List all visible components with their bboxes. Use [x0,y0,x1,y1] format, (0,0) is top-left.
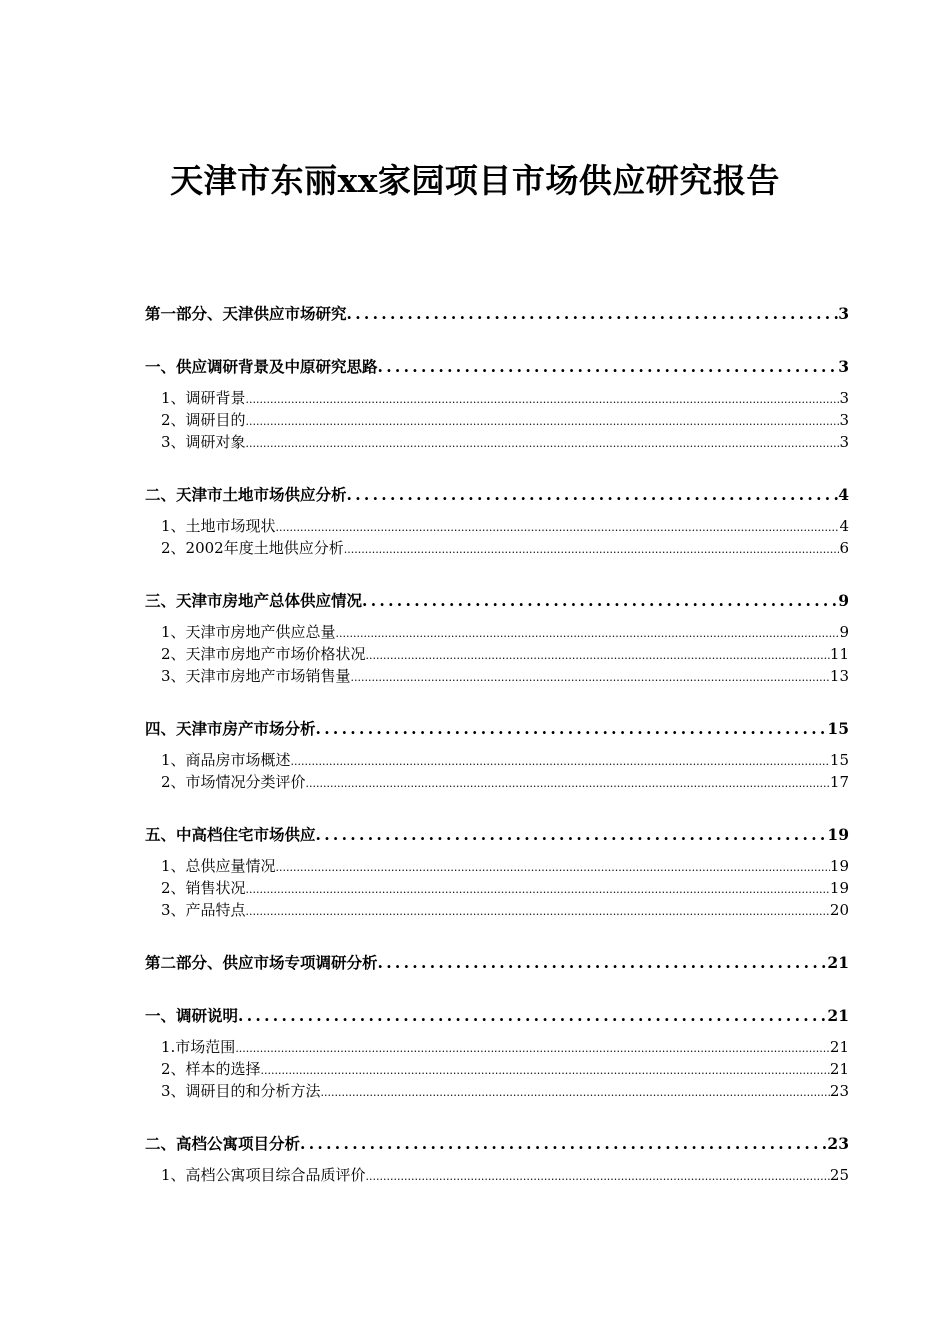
toc-page-number: 23 [829,1082,849,1100]
toc-page-number: 3 [838,304,849,323]
toc-subsection-entry[interactable] [145,1164,849,1186]
toc-leader-dots [316,824,828,846]
toc-page-number: 21 [827,953,849,972]
toc-leader-dots [276,857,830,879]
toc-page-number: 20 [829,901,849,919]
toc-leader-dots [347,303,839,325]
toc-entry-text: 1、土地市场现状 [161,517,276,535]
toc-section-entry[interactable] [145,952,849,974]
toc-entry-text: 三、天津市房地产总体供应情况 [145,591,363,610]
toc-leader-dots [238,1005,827,1027]
toc-entry-text: 2、调研目的 [161,411,246,429]
toc-entry-text: 3、产品特点 [161,901,246,919]
toc-leader-dots [366,645,830,667]
toc-entry-text: 3、调研目的和分析方法 [161,1082,321,1100]
toc-page-number: 19 [829,857,849,875]
toc-section-entry[interactable] [145,1133,849,1155]
table-of-contents [145,303,849,1186]
toc-subsection-entry[interactable] [145,537,849,559]
toc-entry-text: 1、天津市房地产供应总量 [161,623,336,641]
toc-subsection-entry[interactable] [145,1058,849,1080]
toc-section-entry[interactable] [145,718,849,740]
toc-subsection-entry[interactable] [145,877,849,899]
toc-leader-dots [362,590,838,612]
toc-section-entry[interactable] [145,824,849,846]
toc-page-number: 23 [827,1134,849,1153]
toc-leader-dots [246,411,840,433]
toc-leader-dots [351,667,830,689]
toc-leader-dots [246,433,840,455]
toc-page-number: 21 [827,1006,849,1025]
toc-leader-dots [347,484,839,506]
toc-leader-dots [300,1133,827,1155]
toc-subsection-entry[interactable] [145,665,849,687]
toc-entry-text: 2、市场情况分类评价 [161,773,306,791]
toc-entry-text: 1、高档公寓项目综合品质评价 [161,1166,366,1184]
toc-subsection-entry[interactable] [145,749,849,771]
toc-page-number: 6 [839,539,849,557]
toc-page-number: 3 [838,357,849,376]
toc-page-number: 15 [827,719,849,738]
toc-leader-dots [344,539,840,561]
toc-entry-text: 1、商品房市场概述 [161,751,291,769]
toc-page-number: 11 [829,645,849,663]
toc-subsection-entry[interactable] [145,643,849,665]
toc-entry-text: 1、总供应量情况 [161,857,276,875]
toc-subsection-entry[interactable] [145,771,849,793]
toc-entry-text: 3、天津市房地产市场销售量 [161,667,351,685]
toc-subsection-entry[interactable] [145,899,849,921]
toc-page-number: 3 [839,389,849,407]
toc-leader-dots [336,623,840,645]
toc-page-number: 17 [829,773,849,791]
toc-entry-text: 一、调研说明 [145,1006,239,1025]
toc-page-number: 25 [829,1166,849,1184]
toc-entry-text: 二、高档公寓项目分析 [145,1134,301,1153]
toc-subsection-entry[interactable] [145,431,849,453]
toc-entry-text: 3、调研对象 [161,433,246,451]
toc-section-entry[interactable] [145,1005,849,1027]
toc-entry-text: 五、中高档住宅市场供应 [145,825,316,844]
toc-entry-text: 1.市场范围 [161,1038,236,1056]
toc-entry-text: 2、天津市房地产市场价格状况 [161,645,366,663]
document-title: 天津市东丽xx家园项目市场供应研究报告 [170,161,780,200]
toc-leader-dots [321,1082,830,1104]
toc-entry-text: 2、销售状况 [161,879,246,897]
toc-page-number: 21 [829,1038,849,1056]
toc-leader-dots [366,1166,830,1188]
toc-leader-dots [291,751,830,773]
toc-section-entry[interactable] [145,356,849,378]
toc-page-number: 13 [829,667,849,685]
toc-leader-dots [246,389,840,411]
toc-entry-text: 一、供应调研背景及中原研究思路 [145,357,378,376]
toc-leader-dots [261,1060,830,1082]
toc-entry-text: 第二部分、供应市场专项调研分析 [145,953,378,972]
toc-leader-dots [316,718,828,740]
toc-page-number: 4 [839,517,849,535]
toc-entry-text: 2、2002年度土地供应分析 [161,539,344,557]
toc-leader-dots [246,879,830,901]
toc-subsection-entry[interactable] [145,515,849,537]
toc-entry-text: 四、天津市房产市场分析 [145,719,316,738]
toc-page-number: 4 [838,485,849,504]
toc-subsection-entry[interactable] [145,409,849,431]
toc-section-entry[interactable] [145,590,849,612]
toc-leader-dots [276,517,840,539]
toc-page-number: 21 [829,1060,849,1078]
toc-page-number: 9 [839,623,849,641]
toc-leader-dots [235,1038,830,1060]
toc-section-entry[interactable] [145,303,849,325]
toc-leader-dots [246,901,830,923]
toc-page-number: 15 [829,751,849,769]
toc-page-number: 9 [838,591,849,610]
toc-subsection-entry[interactable] [145,1036,849,1058]
toc-subsection-entry[interactable] [145,621,849,643]
toc-entry-text: 2、样本的选择 [161,1060,261,1078]
toc-entry-text: 二、天津市土地市场供应分析 [145,485,347,504]
toc-page-number: 19 [829,879,849,897]
toc-section-entry[interactable] [145,484,849,506]
toc-entry-text: 第一部分、天津供应市场研究 [145,304,347,323]
toc-page-number: 19 [827,825,849,844]
toc-leader-dots [378,356,839,378]
toc-page-number: 3 [839,411,849,429]
toc-page-number: 3 [839,433,849,451]
toc-entry-text: 1、调研背景 [161,389,246,407]
toc-subsection-entry[interactable] [145,855,849,877]
toc-subsection-entry[interactable] [145,387,849,409]
toc-subsection-entry[interactable] [145,1080,849,1102]
toc-leader-dots [306,773,830,795]
toc-leader-dots [378,952,828,974]
